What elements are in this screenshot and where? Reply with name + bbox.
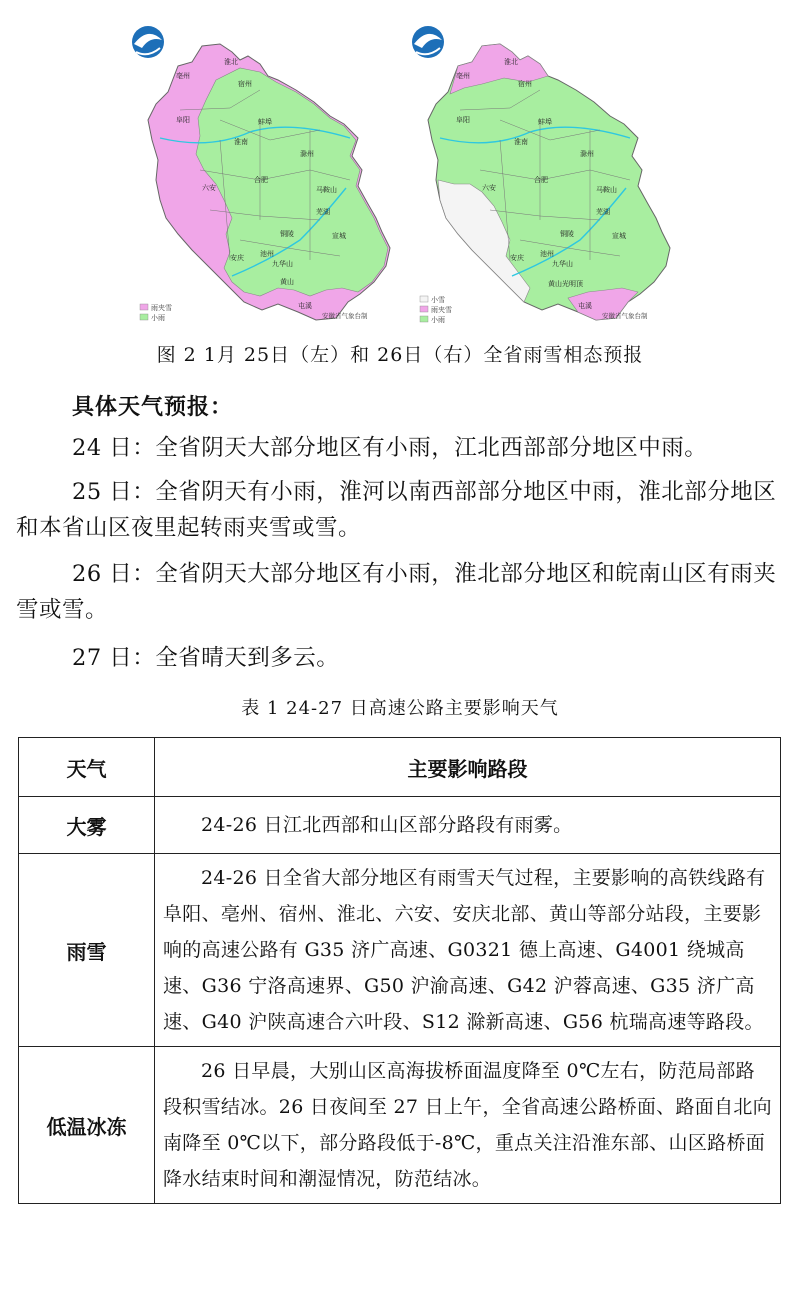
forecast-maps: [120, 20, 680, 330]
map-jan26: [400, 20, 680, 330]
forecast-day-25: 25 日：全省阴天有小雨，淮河以南西部部分地区中雨，淮北部分地区和本省山区夜里起转雨夹雪或雪。: [16, 479, 777, 541]
city-label: 宣城: [612, 232, 626, 240]
legend-label: 小雨: [431, 316, 445, 324]
header-weather: 天气: [19, 738, 155, 797]
city-label: 阜阳: [456, 116, 470, 124]
city-label: 合肥: [254, 176, 268, 184]
city-label: 亳州: [456, 72, 470, 80]
city-label: 马鞍山: [596, 186, 617, 194]
map-jan25-svg: [120, 20, 400, 330]
table-caption: 表 1 24-27 日高速公路主要影响天气: [241, 698, 559, 719]
city-label: 蚌埠: [538, 118, 552, 126]
legend-label: 小雨: [151, 314, 165, 322]
city-label: 九华山: [272, 260, 293, 268]
city-label: 池州: [260, 250, 274, 258]
map-credit: 安徽省气象台制: [322, 312, 368, 320]
weather-type-fog: 大雾: [19, 797, 155, 854]
highway-weather-table: [18, 737, 781, 1204]
weather-type-freezing: 低温冰冻: [19, 1047, 155, 1204]
row-description: 24-26 日全省大部分地区有雨雪天气过程，主要影响的高铁线路有阜阳、亳州、宿州、淮北、六安、安庆北部、黄山等部分站段，主要影响的高速公路有 G35 济广高速、G0321 德上高速、G4001 绕城高速、G36 宁洛高速界、G50 沪渝高速、G42 沪蓉高速、G35 济广高速、G40 沪陕高速合六叶段、S12 滁新高速、G56 杭瑞高速等路段。: [155, 854, 781, 1047]
city-label: 六安: [202, 184, 216, 192]
city-label: 芜湖: [596, 208, 610, 216]
table-header-row: [19, 738, 781, 797]
city-label: 淮南: [234, 138, 248, 146]
city-label: 合肥: [534, 176, 548, 184]
section-heading: 具体天气预报：: [72, 395, 234, 420]
city-label: 淮南: [514, 138, 528, 146]
header-affected-sections: 主要影响路段: [155, 738, 781, 797]
city-label: 九华山: [552, 260, 573, 268]
city-label: 池州: [540, 250, 554, 258]
table-row: [19, 797, 781, 854]
table-row: [19, 854, 781, 1047]
map-credit: 安徽省气象台制: [602, 312, 648, 320]
table-row: [19, 1047, 781, 1204]
city-label: 蚌埠: [258, 118, 272, 126]
city-label: 黄山光明顶: [548, 280, 583, 288]
city-label: 马鞍山: [316, 186, 337, 194]
figure-caption: 图 2 1月 25日（左）和 26日（右）全省雨雪相态预报: [156, 344, 644, 366]
city-label: 铜陵: [280, 230, 294, 238]
forecast-day-24: 24 日：全省阴天大部分地区有小雨，江北西部部分地区中雨。: [72, 435, 708, 461]
city-label: 宿州: [518, 80, 532, 88]
city-label: 安庆: [230, 254, 244, 262]
map-legend: [420, 295, 452, 324]
legend-label: 小雪: [431, 296, 445, 304]
city-label: 滁州: [580, 150, 594, 158]
city-label: 亳州: [176, 72, 190, 80]
city-label: 宿州: [238, 80, 252, 88]
row-description: 24-26 日江北西部和山区部分路段有雨雾。: [155, 797, 781, 854]
map-jan25: [120, 20, 400, 330]
forecast-day-27: 27 日：全省晴天到多云。: [72, 645, 340, 671]
city-label: 阜阳: [176, 116, 190, 124]
legend-label: 雨夹雪: [431, 306, 452, 314]
city-label: 黄山: [280, 278, 294, 286]
city-label: 安庆: [510, 254, 524, 262]
city-label: 屯溪: [298, 302, 312, 310]
city-label: 屯溪: [578, 302, 592, 310]
row-description: 26 日早晨，大别山区高海拔桥面温度降至 0℃左右，防范局部路段积雪结冰。26 日夜间至 27 日上午，全省高速公路桥面、路面自北向南降至 0℃以下，部分路段低于-8℃，重点关注沿淮东部、山区路桥面降水结束时间和潮湿情况，防范结冰。: [155, 1047, 781, 1204]
forecast-day-26: 26 日：全省阴天大部分地区有小雨，淮北部分地区和皖南山区有雨夹雪或雪。: [16, 561, 777, 623]
map-legend: [140, 303, 172, 322]
cma-logo-icon: [132, 26, 164, 58]
map-jan26-svg: [400, 20, 680, 330]
city-label: 铜陵: [560, 230, 574, 238]
legend-label: 雨夹雪: [151, 304, 172, 312]
city-label: 宣城: [332, 232, 346, 240]
city-label: 滁州: [300, 150, 314, 158]
city-label: 淮北: [224, 58, 238, 66]
cma-logo-icon: [412, 26, 444, 58]
city-label: 淮北: [504, 58, 518, 66]
city-label: 六安: [482, 184, 496, 192]
city-label: 芜湖: [316, 208, 330, 216]
weather-type-rain-snow: 雨雪: [19, 854, 155, 1047]
